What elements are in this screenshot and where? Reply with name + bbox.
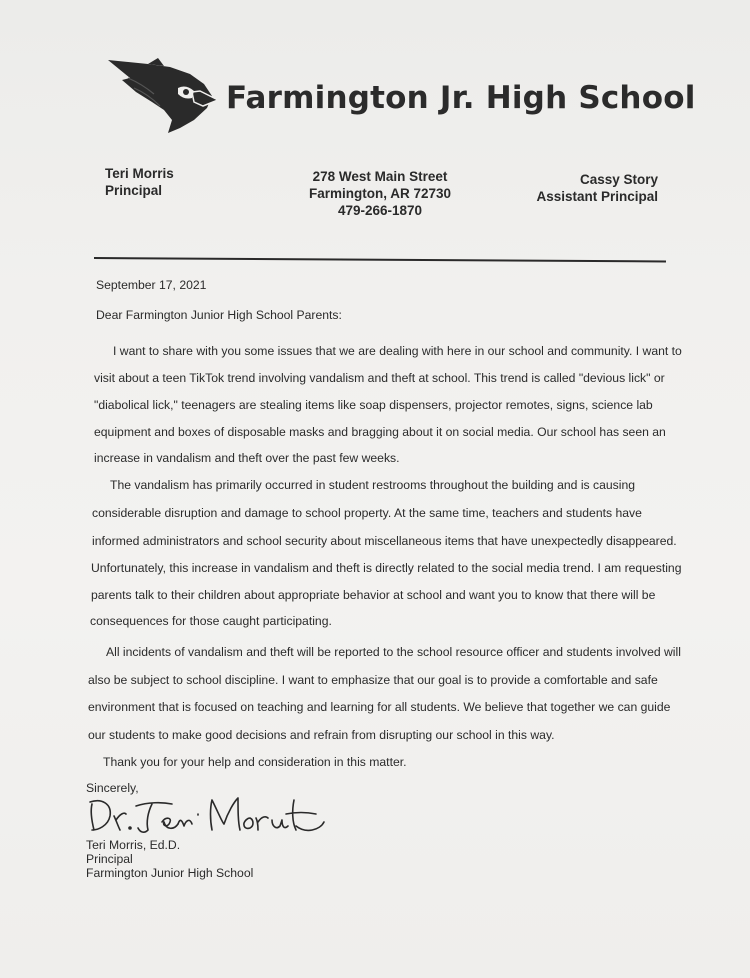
paragraph-line: "diabolical lick," teenagers are stealing items like soap dispensers, projector remotes, signs, science lab — [94, 398, 653, 412]
paragraph-line: consequences for those caught participating. — [90, 614, 332, 628]
signer-org: Farmington Junior High School — [86, 866, 254, 880]
paragraph-line: I want to share with you some issues that we are dealing with here in our school and community. I want to — [113, 344, 682, 358]
letter-date: September 17, 2021 — [96, 278, 207, 292]
paragraph-line: increase in vandalism and theft over the past few weeks. — [94, 451, 400, 465]
paragraph-line: informed administrators and school security about miscellaneous items that have unexpectedly disappeared. — [92, 534, 677, 548]
paragraph-line: The vandalism has primarily occurred in student restrooms throughout the building and is causing — [110, 478, 636, 492]
assistant-principal-title: Assistant Principal — [536, 189, 658, 204]
address-city: Farmington, AR 72730 — [308, 186, 452, 201]
paragraph-line: our students to make good decisions and refrain from disrupting our school in this way. — [88, 728, 555, 742]
paragraph-line: also be subject to school discipline. I want to emphasize that our goal is to provide a comfortable and safe — [88, 673, 658, 687]
paragraph-line: visit about a teen TikTok trend involving vandalism and theft at school. This trend is called "devious lick" or — [94, 371, 665, 385]
paragraph-line: All incidents of vandalism and theft will be reported to the school resource officer and students involved will — [106, 645, 681, 659]
paragraph-line: equipment and boxes of disposable masks and bragging about it on social media. Our school has seen an — [94, 425, 666, 439]
closing: Sincerely, — [86, 781, 139, 795]
paragraph-line: environment that is focused on teaching and learning for all students. We believe that together we can guide — [88, 700, 671, 714]
handwritten-signature — [86, 790, 336, 840]
paragraph-line: Thank you for your help and consideration in this matter. — [103, 755, 407, 769]
paragraph-line: parents talk to their children about appropriate behavior at school and want you to know that there will be — [91, 588, 656, 602]
address-street: 278 West Main Street — [312, 169, 448, 184]
address-phone: 479-266-1870 — [337, 203, 423, 218]
principal-name: Teri Morris — [105, 166, 174, 181]
assistant-principal-name: Cassy Story — [579, 172, 658, 187]
signer-title: Principal — [86, 852, 133, 866]
salutation: Dear Farmington Junior High School Parents: — [96, 308, 342, 322]
paragraph-line: Unfortunately, this increase in vandalism and theft is directly related to the social media trend. I am requesting — [91, 561, 682, 575]
paragraph-line: considerable disruption and damage to school property. At the same time, teachers and students have — [92, 506, 642, 520]
school-name: Farmington Jr. High School — [226, 80, 696, 116]
principal-title: Principal — [105, 183, 163, 198]
signer-name: Teri Morris, Ed.D. — [86, 838, 181, 852]
